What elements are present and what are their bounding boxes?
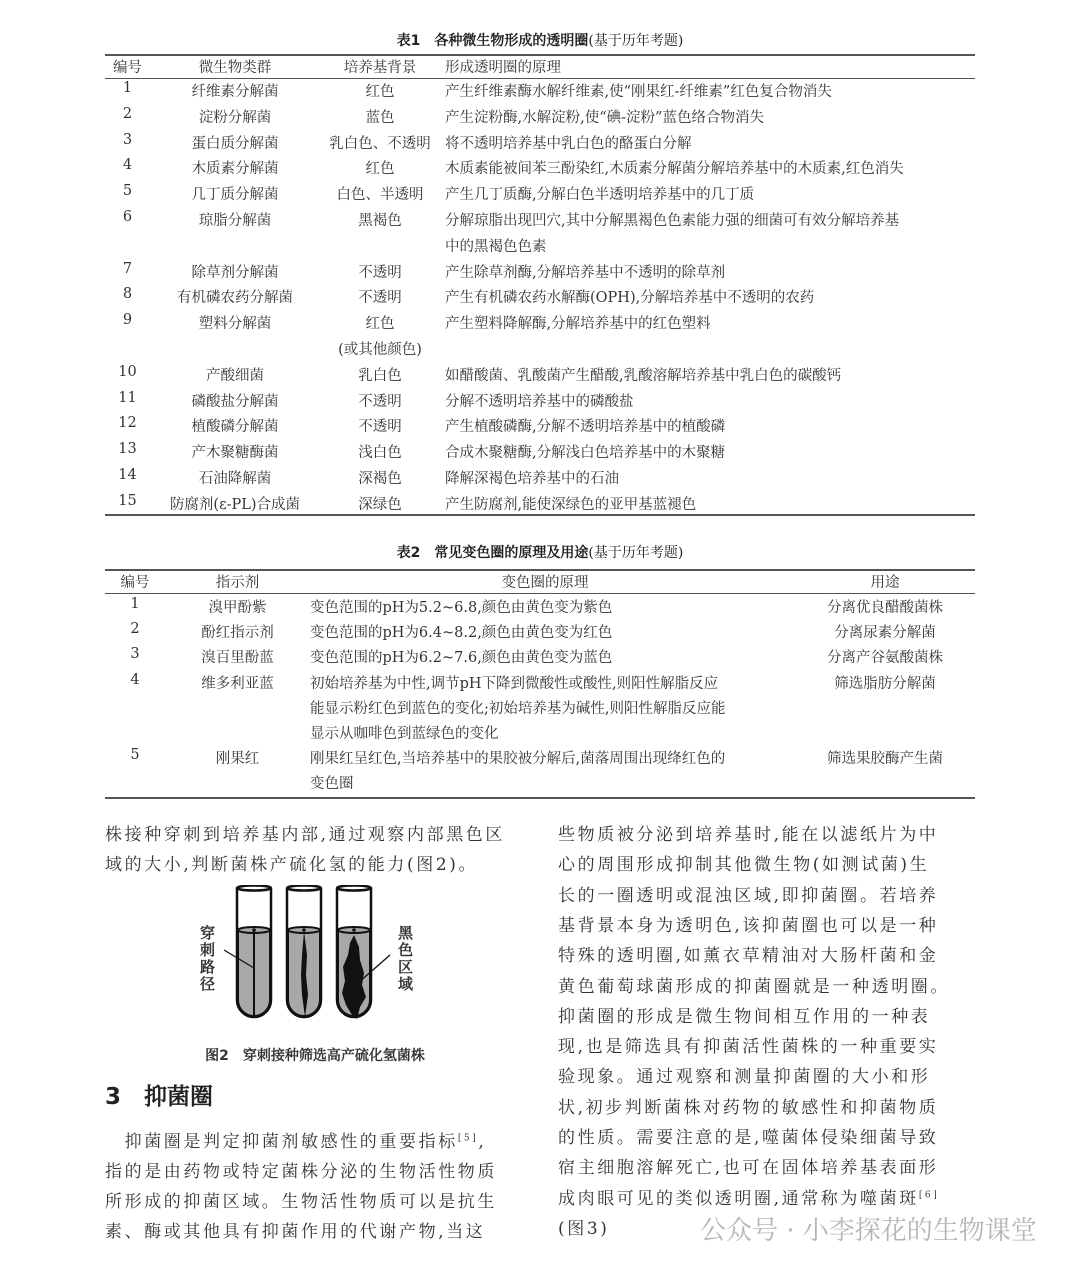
table1-cell: 7 [122, 260, 133, 277]
table1-cell: 6 [122, 209, 133, 225]
citation-6[interactable]: [6] [918, 1189, 940, 1200]
table1-cell: 5 [122, 183, 133, 200]
table1-cell: 有机磷农药分解菌 [177, 290, 293, 307]
label-char: 黑 [398, 924, 414, 942]
table1-cell: 4 [122, 157, 133, 174]
table1-cell: 产生淀粉酶,水解淀粉,使“碘-淀粉”蓝色络合物消失 [445, 109, 764, 126]
body-line: 现,也是筛选具有抑菌活性菌株的一种重要实 [558, 1037, 939, 1058]
body-line: 特殊的透明圈,如薰衣草精油对大肠杆菌和金 [558, 946, 939, 967]
table2-cell: 溴百里酚蓝 [201, 650, 274, 667]
label-char: 路 [200, 958, 216, 976]
table2-cell: 刚果红 [215, 751, 260, 768]
table2-cell: 变色范围的pH为6.2~7.6,颜色由黄色变为蓝色 [310, 650, 613, 667]
table1-header-cell: 编号 [113, 60, 142, 76]
table1-cell: 木质素能被间苯三酚染红,木质素分解菌分解培养基中的木质素,红色消失 [445, 161, 904, 178]
label-char: 区 [398, 958, 414, 976]
table1-header-cell: 培养基背景 [343, 60, 417, 76]
body-line: 所形成的抑菌区域。生物活性物质可以是抗生 [105, 1192, 497, 1212]
table2-header-cell: 变色圈的原理 [501, 575, 589, 591]
table2-cell: 分离产谷氨酸菌株 [827, 650, 943, 667]
figure2-label-black-region [398, 925, 414, 993]
table2-cell: 维多利亚蓝 [201, 675, 274, 692]
table1-cell: 12 [118, 415, 137, 432]
table1-cell: 1 [122, 80, 133, 96]
body-line: (图3) [558, 1218, 610, 1239]
body-line: 抑菌圈的形成是微生物间相互作用的一种表 [558, 1006, 931, 1027]
table1-cell: 不透明 [358, 264, 402, 281]
table1-cell: 纤维素分解菌 [191, 84, 279, 100]
table1-cell: 10 [118, 363, 137, 380]
label-char: 刺 [200, 941, 216, 959]
table1-cell: 3 [122, 131, 133, 148]
body-line: 的性质。需要注意的是,噬菌体侵染细菌导致 [558, 1128, 939, 1148]
table2-cell: 显示从咖啡色到蓝绿色的变化 [310, 725, 499, 742]
table1-title [105, 30, 975, 50]
table2-cell: 4 [130, 671, 140, 688]
table1-cell: 乳白色、不透明 [329, 135, 431, 152]
table1-cell: 降解深褐色培养基中的石油 [445, 471, 619, 487]
table2-header-rule [105, 593, 975, 594]
table1-cell: 产生植酸磷酶,分解不透明培养基中的植酸磷 [445, 419, 726, 436]
body-line: 黄色葡萄球菌形成的抑菌圈就是一种透明圈。 [558, 976, 950, 997]
table1-cell: 蓝色 [365, 109, 395, 126]
table2-cell: 3 [130, 646, 140, 663]
table2-cell: 酚红指示剂 [201, 625, 274, 642]
table1-cell: 几丁质分解菌 [191, 187, 279, 204]
table1-cell: 不透明 [358, 290, 402, 307]
body-line: 些物质被分泌到培养基时,能在以滤纸片为中 [558, 825, 939, 845]
table1-header-cell: 形成透明圈的原理 [445, 60, 561, 76]
body-line: 状,初步判断菌株对药物的敏感性和抑菌物质 [558, 1097, 939, 1118]
table2-cell: 1 [130, 596, 140, 612]
table2-cell: 能显示粉红色到蓝色的变化;初始培养基为碱性,则阳性解脂反应能 [310, 700, 726, 717]
table1-cell: 红色 [365, 316, 395, 333]
table2-title-sub: (基于历年考题) [588, 545, 684, 561]
table1-cell: 红色 [365, 161, 395, 178]
table2-title-main: 表2 常见变色圈的原理及用途 [396, 545, 589, 561]
table1-cell: 深绿色 [358, 496, 402, 513]
table1-cell: 淀粉分解菌 [198, 109, 272, 126]
table2-header-cell: 指示剂 [215, 575, 260, 591]
label-char: 径 [200, 975, 216, 993]
table1-cell: 白色、半透明 [336, 187, 424, 204]
table2-cell: 变色范围的pH为5.2~6.8,颜色由黄色变为紫色 [310, 600, 613, 616]
body-text: , [478, 1132, 487, 1152]
table2-cell: 溴甲酚紫 [208, 600, 267, 616]
table1-cell: 分解不透明培养基中的磷酸盐 [445, 393, 634, 410]
figure2-caption: 图2 穿刺接种筛选高产硫化氢菌株 [205, 1048, 425, 1064]
body-line: 心的周围形成抑制其他微生物(如测试菌)生 [558, 855, 930, 876]
table1-cell: 不透明 [358, 419, 402, 436]
body-line: 宿主细胞溶解死亡,也可在固体培养基表面形 [558, 1158, 939, 1179]
table1-cell: 石油降解菌 [198, 471, 272, 487]
table1-cell: 15 [118, 492, 137, 509]
label-char: 色 [398, 941, 414, 959]
table1-cell: 如醋酸菌、乳酸菌产生醋酸,乳酸溶解培养基中乳白色的碳酸钙 [445, 367, 842, 384]
table2-title [105, 542, 975, 562]
table1-cell: 浅白色 [358, 445, 402, 462]
table2-cell: 5 [130, 747, 140, 764]
figure2-label-puncture-path [200, 925, 216, 993]
table1-title-main: 表1 各种微生物形成的透明圈 [396, 33, 589, 49]
table2-cell: 分离尿素分解菌 [834, 625, 936, 642]
table1-cell: 13 [118, 441, 137, 458]
citation-5[interactable]: [5] [457, 1133, 479, 1144]
table1-cell: 产生有机磷农药水解酶(OPH),分解培养基中不透明的农药 [445, 290, 815, 307]
table1-header-cell: 微生物类群 [198, 60, 272, 76]
table1-cell: 8 [122, 286, 133, 303]
body-line: 域的大小,判断菌株产硫化氢的能力(图2)。 [105, 855, 479, 875]
table1-cell: 塑料分解菌 [198, 316, 272, 333]
table1-title-sub: (基于历年考题) [588, 33, 684, 49]
table1-cell: 木质素分解菌 [191, 161, 279, 178]
body-line [558, 1184, 939, 1209]
table1-cell: 深褐色 [358, 471, 402, 487]
table1-header-rule [105, 78, 975, 79]
table2-cell: 变色圈 [310, 776, 354, 793]
table1-cell: 中的黑褐色色素 [445, 238, 547, 255]
table2-cell: 刚果红呈红色,当培养基中的果胶被分解后,菌落周围出现绛红色的 [310, 751, 726, 768]
label-char: 域 [398, 975, 414, 993]
body-line [105, 1127, 486, 1152]
table2-header-cell: 编号 [120, 575, 150, 591]
table1-cell: 产木聚糖酶菌 [191, 445, 279, 462]
body-line: 验现象。通过观察和测量抑菌圈的大小和形 [558, 1067, 931, 1088]
table1-cell: 产酸细菌 [206, 367, 264, 384]
table2-cell: 2 [130, 621, 140, 638]
body-line: 指的是由药物或特定菌株分泌的生物活性物质 [105, 1162, 497, 1182]
body-line: 长的一圈透明或混浊区域,即抑菌圈。若培养 [558, 885, 939, 906]
label-char: 穿 [200, 924, 216, 942]
table2-header-cell: 用途 [870, 575, 900, 591]
table2-bottom-rule [105, 797, 975, 799]
table1-cell: (或其他颜色) [338, 342, 422, 358]
watermark: 公众号 · 小李探花的生物课堂 [700, 1216, 1037, 1246]
table1-cell: 11 [118, 389, 137, 406]
table1-cell: 产生几丁质酶,分解白色半透明培养基中的几丁质 [445, 187, 755, 204]
table1-cell: 黑褐色 [358, 213, 402, 229]
table1-cell: 分解琼脂出现凹穴,其中分解黑褐色色素能力强的细菌可有效分解培养基 [445, 213, 900, 229]
body-text: 抑菌圈是判定抑菌剂敏感性的重要指标 [105, 1132, 458, 1152]
table1-cell: 乳白色 [358, 367, 402, 384]
table1-cell: 产生纤维素酶水解纤维素,使“刚果红-纤维素”红色复合物消失 [445, 84, 832, 100]
table1-bottom-rule [105, 514, 975, 516]
table1-cell: 防腐剂(ε-PL)合成菌 [169, 496, 301, 513]
table1-cell: 琼脂分解菌 [198, 213, 272, 229]
table1-cell: 除草剂分解菌 [191, 264, 279, 281]
body-text: 成肉眼可见的类似透明圈,通常称为噬菌斑 [558, 1188, 919, 1209]
body-line: 素、酶或其他具有抑菌作用的代谢产物,当这 [105, 1222, 486, 1242]
table1-cell: 不透明 [358, 393, 402, 410]
table1-cell: 产生除草剂酶,分解培养基中不透明的除草剂 [445, 264, 726, 281]
table2-cell: 筛选果胶酶产生菌 [827, 751, 943, 768]
table1-cell: 2 [122, 105, 133, 122]
table1-cell: 蛋白质分解菌 [191, 135, 279, 152]
figure2-test-tubes [200, 885, 460, 1035]
table1-cell: 将不透明培养基中乳白色的酪蛋白分解 [445, 135, 692, 152]
table2-cell: 变色范围的pH为6.4~8.2,颜色由黄色变为红色 [310, 625, 613, 642]
table1-cell: 磷酸盐分解菌 [191, 393, 279, 410]
table1-cell: 产生防腐剂,能使深绿色的亚甲基蓝褪色 [445, 496, 697, 513]
body-line: 基背景本身为透明色,该抑菌圈也可以是一种 [558, 915, 939, 936]
table1-cell: 合成木聚糖酶,分解浅白色培养基中的木聚糖 [445, 445, 726, 462]
table2-cell: 初始培养基为中性,调节pH下降到微酸性或酸性,则阳性解脂反应 [310, 675, 719, 692]
table2-cell: 分离优良醋酸菌株 [827, 600, 943, 616]
section-heading: 3 抑菌圈 [105, 1084, 214, 1110]
table2-cell: 筛选脂肪分解菌 [834, 675, 936, 692]
table1-cell: 14 [118, 467, 137, 483]
table1-cell: 植酸磷分解菌 [191, 419, 279, 436]
body-line: 株接种穿刺到培养基内部,通过观察内部黑色区 [105, 825, 506, 845]
table1-cell: 产生塑料降解酶,分解培养基中的红色塑料 [445, 316, 711, 333]
table1-cell: 红色 [365, 84, 395, 100]
table1-cell: 9 [122, 312, 133, 329]
